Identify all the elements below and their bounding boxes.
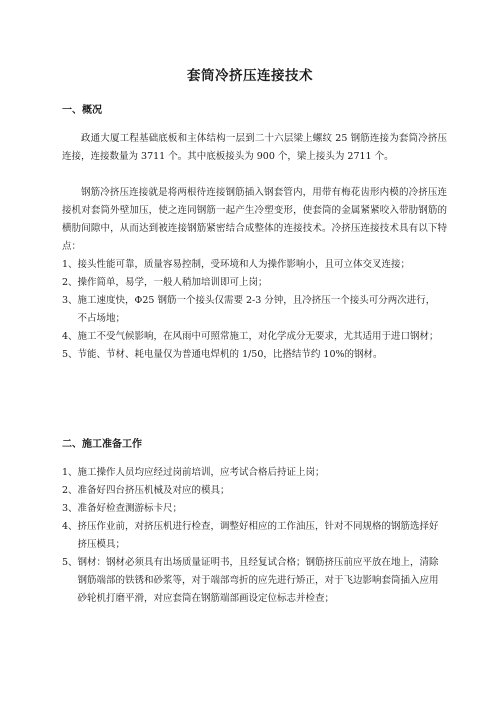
list-item: 1、 接头性能可靠，质量容易控制，受环境和人为操作影响小，且可立体交叉连接；	[62, 259, 411, 270]
section-heading-preparation: 二、施工准备工作	[62, 439, 142, 450]
list-item: 3、 施工速度快，Φ25 钢筋一个接头仅需要 2-3 分钟，且冷挤压一个接头可分两次进行，不占场地；	[62, 295, 436, 324]
list-item: 5、 钢材：钢材必须具有出场质量证明书，且经复试合格；钢筋挤压前应平放在地上，清除钢筋端部的铁锈和砂浆等，对于端部弯折的应先进行矫正，对于飞边影响套筒插入应用砂轮机打磨平滑，对应套筒在钢筋端部画设定位标志并检查；	[62, 557, 439, 604]
list-item: 3、 准备好检查测游标卡尺；	[62, 503, 183, 514]
features-list	[62, 256, 447, 364]
overview-paragraph-1: 政通大厦工程基础底板和主体结构一层到二十六层梁上螺纹 25 钢筋连接为套筒冷挤压连接，连接数量为 3711 个。其中底板接头为 900 个，梁上接头为 2711 个。	[62, 133, 447, 162]
list-item: 2、 准备好四台挤压机械及对应的模具；	[62, 485, 230, 496]
list-item: 2、 操作简单，易学，一般人稍加培训即可上岗；	[62, 277, 268, 288]
overview-paragraph-2: 钢筋冷挤压连接就是将两根待连接钢筋插入钢套管内，用带有梅花齿形内模的冷挤压连接机对套筒外壁加压，使之连同钢筋一起产生冷塑变形，使套筒的金属紧紧咬入带肋钢筋的横肋间隙中，从而达到被连接钢筋紧密结合成整体的连接技术。冷挤压连接技术具有以下特点：	[62, 187, 447, 252]
document-title: 套筒冷挤压连接技术	[187, 68, 313, 84]
list-item: 1、 施工操作人员均应经过岗前培训，应考试合格后持证上岗；	[62, 467, 325, 478]
list-item: 5、 节能、节材、耗电量仅为普通电焊机的 1/50，比搭结节约 10%的钢材。	[62, 349, 383, 360]
section-heading-overview: 一、概况	[62, 105, 102, 116]
preparation-list	[62, 464, 447, 608]
list-item: 4、 挤压作业前，对挤压机进行检查，调整好相应的工作油压，针对不同规格的钢筋选择好挤压模具；	[62, 521, 439, 550]
list-item: 4、 施工不受气候影响，在风雨中可照常施工，对化学成分无要求，尤其适用于进口钢材；	[62, 331, 439, 342]
